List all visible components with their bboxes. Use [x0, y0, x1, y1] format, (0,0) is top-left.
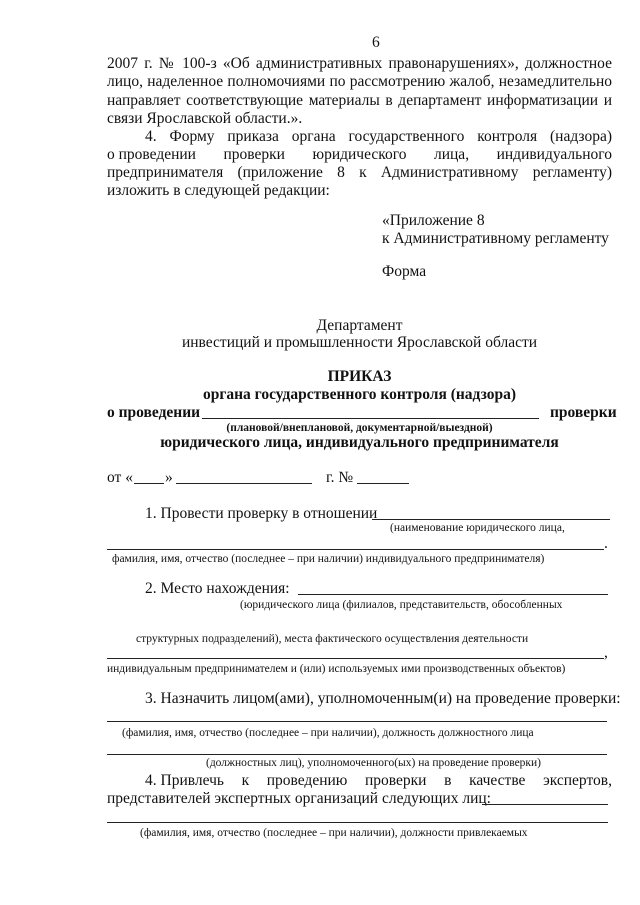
item4-line-3: предпринимателя (приложение 8 к Административному регламенту): [107, 164, 612, 181]
p4-hint-1: (фамилия, имя, отчество (последнее – при наличии), должности привлекаемых: [140, 827, 528, 839]
p2-hint-1: (юридического лица (филиалов, представительств, обособленных: [240, 599, 563, 611]
order-line-4: юридического лица, индивидуального предпринимателя: [160, 434, 559, 451]
date-quote-close: »: [165, 469, 173, 486]
intro-line-4: связи Ярославской области.».: [107, 110, 303, 127]
p4-word: в: [444, 772, 452, 789]
p4-experts-field-2[interactable]: [107, 822, 608, 823]
item4-word: индивидуального: [496, 146, 612, 163]
p3-hint-2: (должностных лиц), уполномоченного(ых) на проведение проверки): [206, 757, 541, 769]
p4-word: 4. Привлечь: [145, 772, 224, 789]
p2-location-field[interactable]: [298, 594, 608, 595]
intro-line-3: направляет соответствующие материалы в департамент информатизации и: [107, 92, 612, 109]
date-year-label: г. №: [326, 469, 354, 486]
p3-person-field-2[interactable]: [107, 754, 607, 755]
item4-word: лица,: [433, 146, 470, 163]
item4-word: проверки: [223, 146, 285, 163]
order-check-type-hint: (плановой/внеплановой, документарной/выездной): [226, 422, 493, 434]
p1-label: 1. Провести проверку в отношении: [145, 505, 378, 522]
item4-word: юридического: [312, 146, 407, 163]
page-number: 6: [372, 34, 380, 51]
p3-hint-1: (фамилия, имя, отчество (последнее – при наличии), должность должностного лица: [122, 727, 534, 739]
p4-experts-field[interactable]: [482, 804, 608, 805]
p1-entity-field[interactable]: [372, 519, 610, 520]
p4-word: проведению: [266, 772, 348, 789]
p2-hint-2: структурных подразделений), места фактического осуществления деятельности: [136, 633, 529, 645]
p2-comma: ,: [604, 644, 608, 661]
department-line-2: инвестиций и промышленности Ярославской области: [181, 334, 538, 351]
p4-word: проверки: [365, 772, 427, 789]
p4-word: экспертов,: [543, 772, 612, 789]
p3-person-field[interactable]: [107, 721, 607, 722]
p4-word: качестве: [469, 772, 526, 789]
p4-line-1: [145, 772, 612, 790]
p3-label: 3. Назначить лицом(ами), уполномоченным(и) на проведение проверки:: [145, 690, 621, 707]
p4-word: к: [241, 772, 250, 789]
intro-line-2: лицо, наделенное полномочиями по рассмотрению жалоб, незамедлительно: [107, 73, 612, 90]
order-title: ПРИКАЗ: [327, 368, 392, 385]
intro-line-1: 2007 г. № 100-з «Об административных правонарушениях», должностное: [107, 55, 612, 72]
order-line-3-start: о проведении: [107, 404, 201, 421]
item4-line-2: [107, 146, 612, 164]
date-day-field[interactable]: [134, 483, 164, 484]
appendix-title: «Приложение 8: [382, 212, 485, 229]
order-number-field[interactable]: [357, 483, 409, 484]
item4-line-4: изложить в следующей редакции:: [107, 182, 330, 199]
department-line-1: Департамент: [316, 317, 403, 334]
p1-hint-2: фамилия, имя, отчество (последнее – при наличии) индивидуального предпринимателя): [112, 553, 545, 565]
order-check-type-field[interactable]: [202, 418, 539, 419]
item4-line-1: 4. Форму приказа органа государственного контроля (надзора): [145, 128, 612, 145]
p4-line-2: представителей экспертных организаций следующих лиц:: [107, 790, 491, 807]
appendix-subtitle: к Административному регламенту: [382, 230, 609, 247]
p1-entity-field-2[interactable]: [107, 549, 604, 550]
form-label: Форма: [382, 263, 427, 280]
item4-word: о проведении: [107, 146, 196, 163]
date-month-field[interactable]: [176, 483, 312, 484]
p1-hint-1: (наименование юридического лица,: [390, 522, 565, 534]
p2-label: 2. Место нахождения:: [145, 580, 290, 597]
p1-dot: .: [604, 535, 608, 552]
order-line-2: органа государственного контроля (надзора): [202, 386, 517, 403]
date-from-label: от «: [107, 469, 133, 486]
order-line-3-end: проверки: [550, 404, 617, 421]
p2-hint-3: индивидуальным предпринимателем и (или) используемых ими производственных объектов): [107, 663, 566, 675]
p2-location-field-2[interactable]: [107, 658, 604, 659]
